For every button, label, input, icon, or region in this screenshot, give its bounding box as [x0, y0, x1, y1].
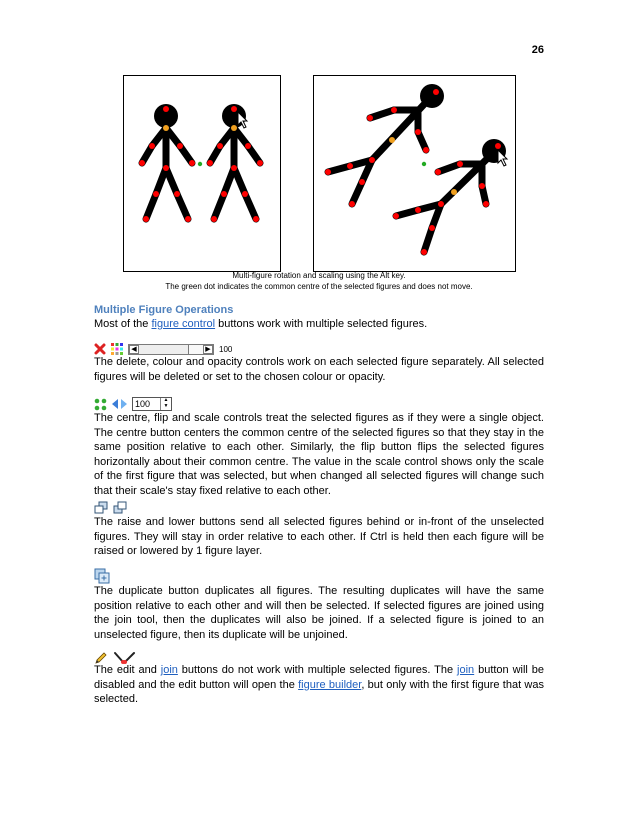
- flip-icon[interactable]: [112, 398, 127, 410]
- figure-builder-link[interactable]: figure builder: [298, 678, 362, 691]
- edit-join-text-1: The edit and: [94, 664, 161, 676]
- opacity-value: 100: [219, 344, 233, 354]
- toolbar-duplicate: [94, 568, 115, 584]
- edit-join-text-3: button will be disabled and the edit button will open the: [94, 664, 544, 691]
- raise-icon[interactable]: [94, 501, 108, 515]
- join-link-1[interactable]: join: [160, 664, 178, 676]
- colour-palette-icon[interactable]: [111, 343, 123, 355]
- centre-icon[interactable]: [94, 398, 107, 411]
- scale-stepper[interactable]: [132, 397, 172, 411]
- join-link-2[interactable]: join: [457, 664, 475, 676]
- scroll-left-icon[interactable]: ◀: [129, 345, 139, 354]
- lower-icon[interactable]: [113, 501, 127, 515]
- figure-frame-left: [123, 75, 281, 272]
- scroll-thumb[interactable]: [188, 345, 203, 354]
- opacity-scrollbar[interactable]: [128, 344, 214, 355]
- paragraph-edit-join: [94, 663, 544, 707]
- figure-caption-line1: Multi-figure rotation and scaling using the Alt key.: [232, 271, 406, 280]
- duplicate-icon[interactable]: [94, 568, 110, 584]
- stepper-up-icon[interactable]: ▲: [163, 397, 169, 403]
- scale-value[interactable]: 100: [135, 399, 151, 409]
- intro-text-before: Most of the: [94, 318, 152, 330]
- paragraph-delete-colour-opacity: The delete, colour and opacity controls work on each selected figure separately. All selected figures will be deleted or set to the chosen colour or opacity.: [94, 356, 544, 383]
- page-number: 26: [531, 44, 544, 56]
- section-intro: [94, 317, 544, 332]
- stick-figures-rotated: [314, 76, 515, 271]
- toolbar-raise-lower: [94, 500, 132, 516]
- intro-text-after: buttons work with multiple selected figures.: [215, 318, 428, 330]
- stepper-down-icon[interactable]: ▼: [163, 403, 169, 409]
- paragraph-duplicate: The duplicate button duplicates all figures. The resulting duplicates will have the same position relative to each other and will then be selected. If selected figures are joined using the join tool, then the duplicates will also be joined. If a selected figure is joined to an unselected figure, then its duplicate will be unjoined.: [94, 585, 544, 641]
- scroll-right-icon[interactable]: ▶: [203, 345, 213, 354]
- paragraph-raise-lower: The raise and lower buttons send all selected figures behind or in-front of the unselected figures. They will stay in order relative to each other. If Ctrl is held then each figure will be raised or lowered by 1 figure layer.: [94, 516, 544, 557]
- toolbar-centre-flip-scale: [94, 396, 177, 412]
- figure-caption-line2: The green dot indicates the common centre of the selected figures and does not move.: [165, 282, 473, 291]
- figure-frame-right: [313, 75, 516, 272]
- paragraph-centre-flip-scale: The centre, flip and scale controls treat the selected figures as if they were a single object. The centre button centers the common centre of the selected figures so that they stay in the same position relative to each other. Similarly, the flip button flips the selected figures horizontally about their common centre. The value in the scale control shows only the scale of the first figure that was selected, but when changed all selected figures will change such that their scale's stay fixed relative to each other.: [94, 412, 544, 497]
- delete-icon[interactable]: [94, 343, 106, 355]
- edit-join-text-2: buttons do not work with multiple selected figures. The: [177, 664, 458, 676]
- edit-join-text-4: , but only with the first figure that was selected.: [94, 678, 544, 705]
- stick-figures-upright: [124, 76, 280, 271]
- section-heading: Multiple Figure Operations: [94, 304, 234, 316]
- figure-control-link[interactable]: figure control: [151, 318, 216, 330]
